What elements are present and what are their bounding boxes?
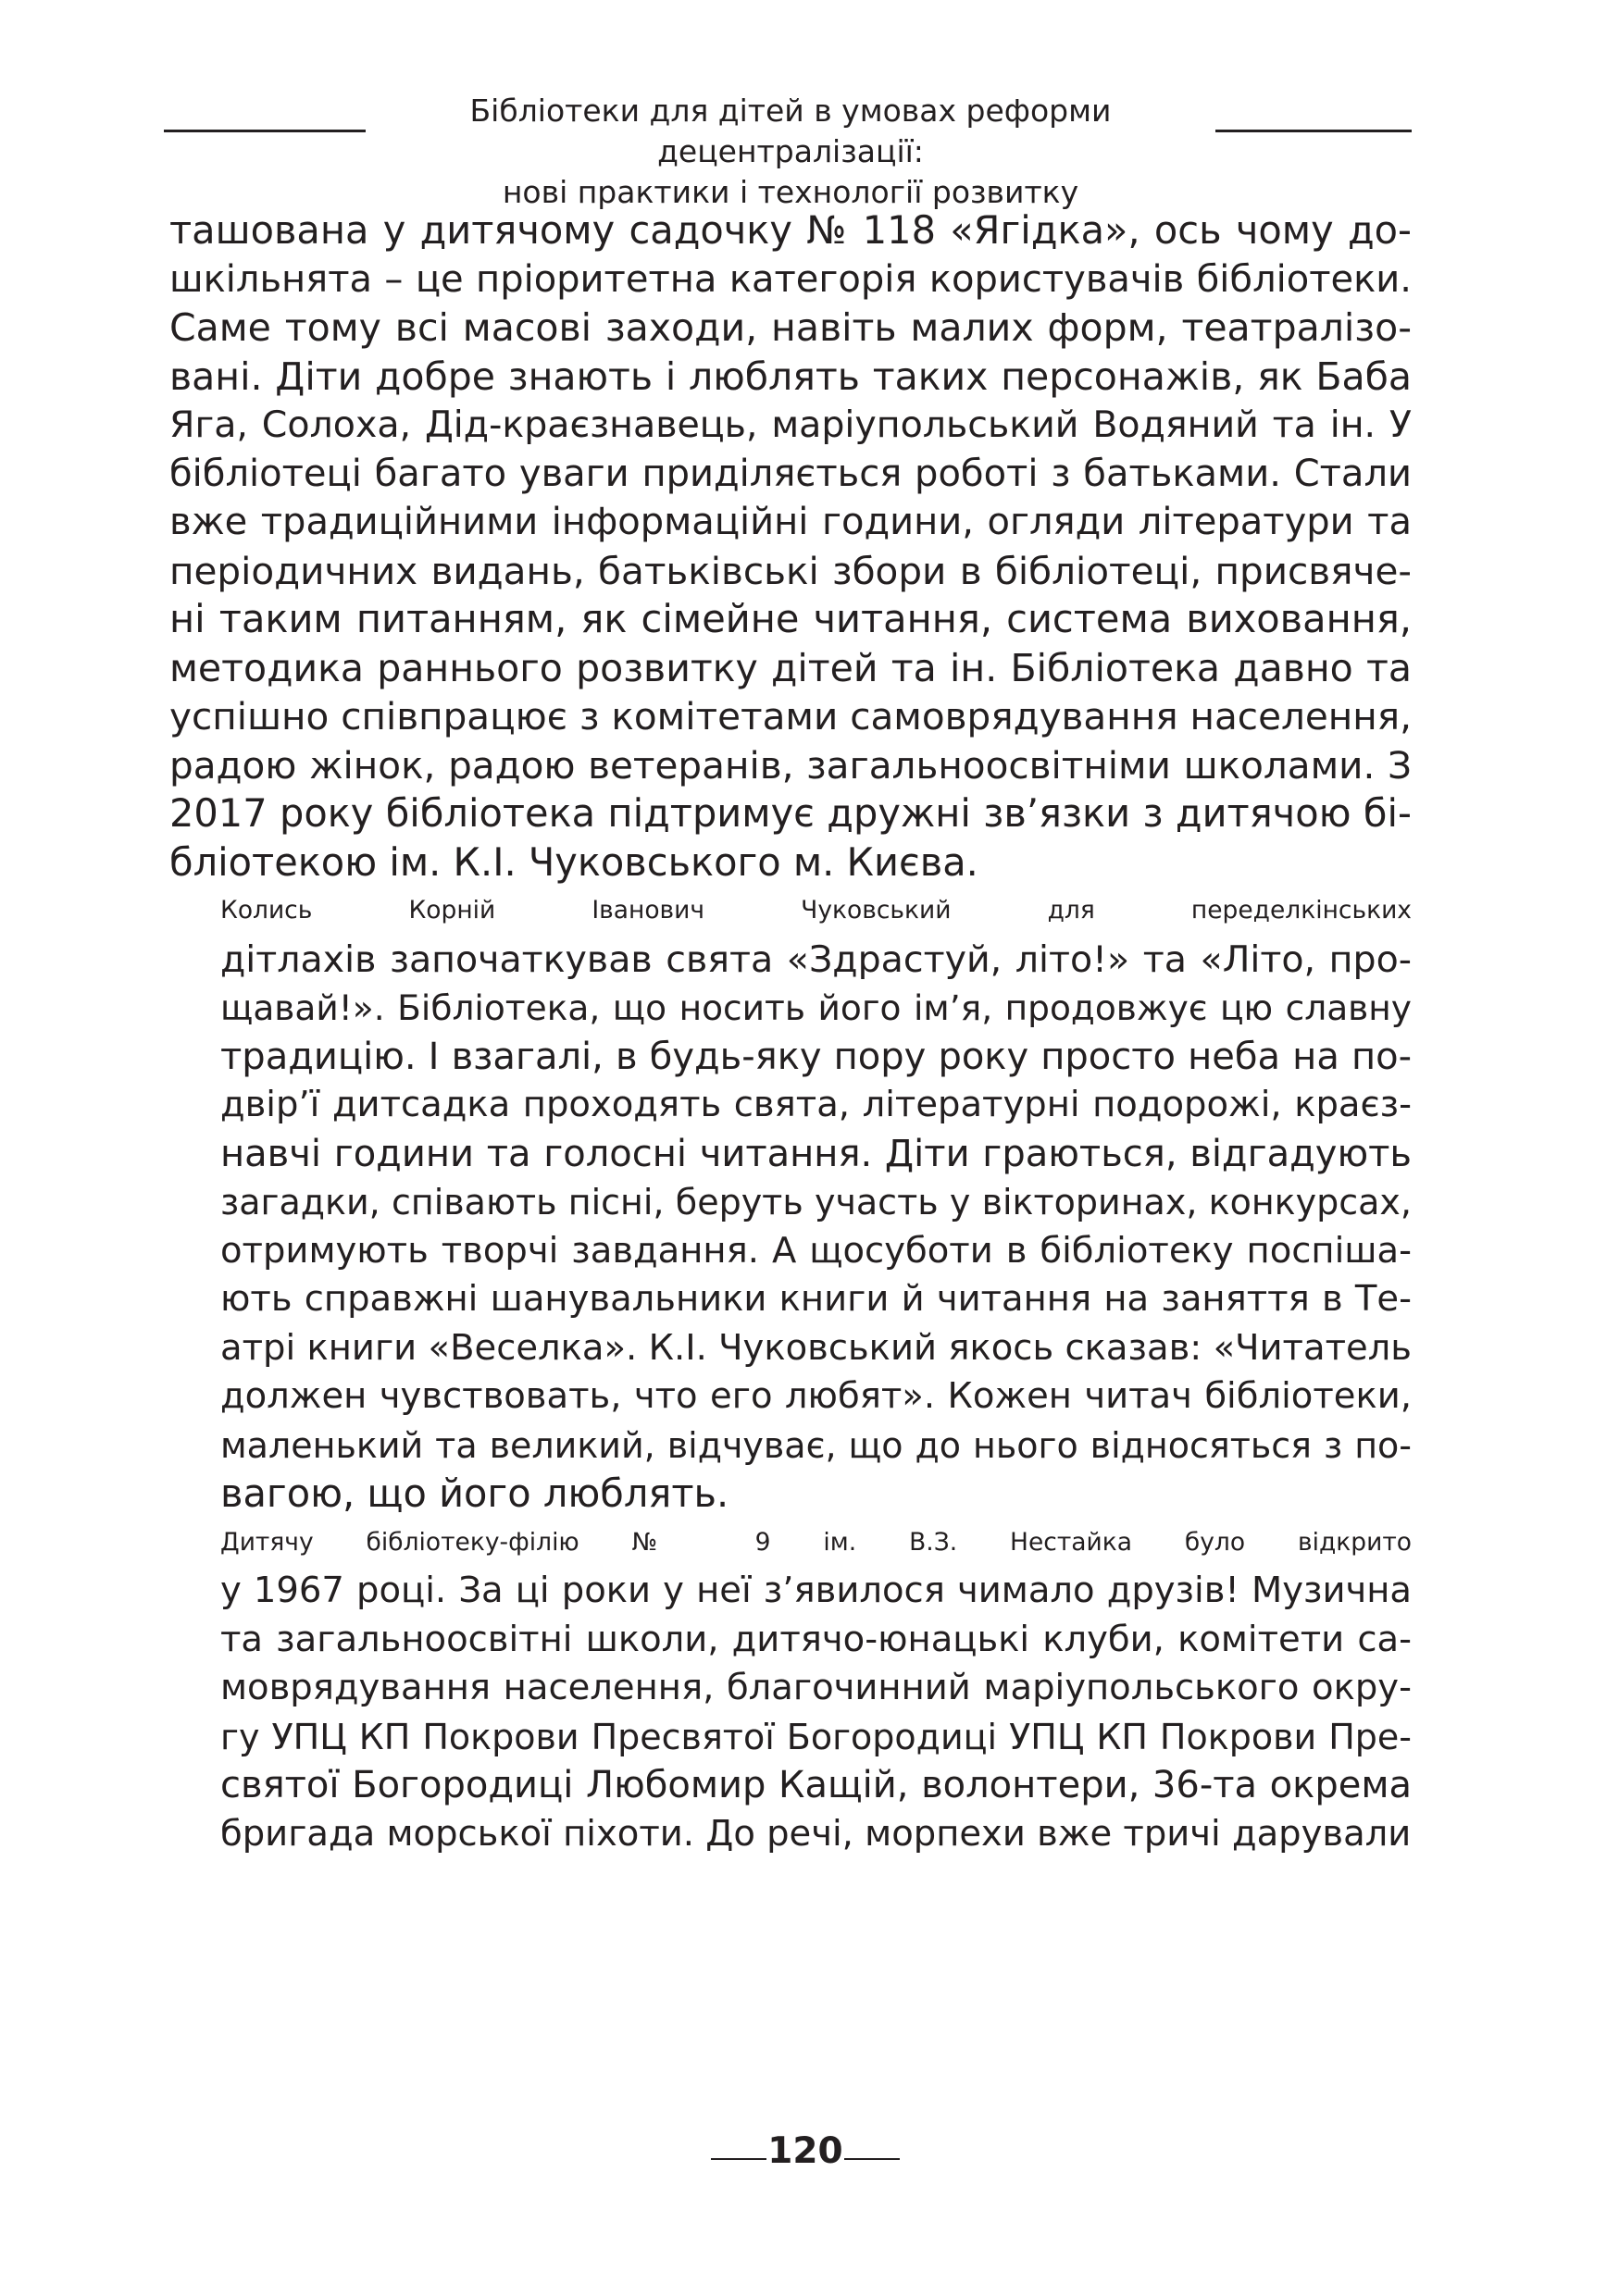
- text-line: ють справжні шанувальники книги й читання на заняття в Те-: [220, 1278, 1412, 1320]
- body-text: [169, 206, 1412, 1858]
- text-line: бібліотеці багато уваги приділяється роботі з батьками. Стали: [169, 452, 1412, 495]
- text-line: радою жінок, радою ветеранів, загальноосвітніми школами. З: [169, 742, 1412, 788]
- text-line: у 1967 році. За ці роки у неї з’явилося чимало друзів! Музична: [220, 1570, 1412, 1611]
- paragraph: [169, 206, 1412, 887]
- text-line: святої Богородиці Любомир Кащій, волонтери, 36-та окрема: [220, 1764, 1412, 1806]
- text-line: успішно співпрацює з комітетами самоврядування населення,: [169, 694, 1412, 738]
- text-line: гу УПЦ КП Покрови Пресвятої Богородиці УПЦ КП Покрови Пре-: [220, 1716, 1412, 1757]
- header-rule-left: [164, 130, 366, 132]
- page-footer: [0, 2130, 1619, 2172]
- text-line: вані. Діти добре знають і люблять таких персонажів, як Баба: [169, 354, 1412, 399]
- text-line: вагою, що його люблять.: [220, 1471, 729, 1516]
- text-line: атрі книги «Веселка». К.І. Чуковський якось сказав: «Читатель: [220, 1326, 1412, 1369]
- text-line: бліотекою ім. К.І. Чуковського м. Києва.: [169, 838, 978, 885]
- header-line-2: нові практики і технології розвитку: [502, 174, 1079, 210]
- text-line: навчі години та голосні читання. Діти граються, відгадують: [220, 1132, 1412, 1175]
- text-line: ні таким питанням, як сімейне читання, система виховання,: [169, 596, 1412, 641]
- page-number: 120: [767, 2130, 843, 2172]
- text-line: 2017 року бібліотека підтримує дружні зв’язки з дитячою бі-: [169, 790, 1412, 836]
- text-line: загадки, співають пісні, беруть участь у вікторинах, конкурсах,: [220, 1182, 1412, 1222]
- text-line: шкільнята – це пріоритетна категорія користувачів бібліотеки.: [169, 257, 1412, 301]
- paragraph: [169, 1519, 1412, 1859]
- header-title: [366, 91, 1215, 213]
- text-line: традицію. І взагалі, в будь-яку пору року просто неба на по-: [220, 1035, 1412, 1078]
- text-line: Колись Корній Іванович Чуковський для переделкінських: [220, 896, 1412, 925]
- running-header: [164, 91, 1412, 210]
- text-line: Яга, Солоха, Дід-краєзнавець, маріупольський Водяний та ін. У: [169, 403, 1412, 446]
- text-line: маленький та великий, відчуває, що до нього відносяться з по-: [220, 1424, 1412, 1466]
- text-line: щавай!». Бібліотека, що носить його ім’я, продовжує цю славну: [220, 987, 1412, 1028]
- folio-rule-left: [711, 2158, 766, 2160]
- text-line: методика раннього розвитку дітей та ін. Бібліотека давно та: [169, 645, 1412, 690]
- folio-rule-right: [844, 2158, 900, 2160]
- text-line: Дитячу бібліотеку-філію № 9 ім. В.З. Нестайка було відкрито: [220, 1527, 1412, 1557]
- paragraph: [169, 887, 1412, 1519]
- text-line: дітлахів започаткував свята «Здрастуй, літо!» та «Літо, про-: [220, 937, 1412, 981]
- text-line: двір’ї дитсадка проходять свята, літературні подорожі, краєз-: [220, 1084, 1412, 1125]
- text-line: вже традиційними інформаційні години, огляди літератури та: [169, 501, 1412, 543]
- text-line: моврядування населення, благочинний маріупольського окру-: [220, 1667, 1412, 1708]
- text-line: та загальноосвітні школи, дитячо-юнацькі клуби, комітети са-: [220, 1618, 1412, 1660]
- header-rule-right: [1215, 130, 1412, 132]
- text-line: должен чувствовать, что его любят». Кожен читач бібліотеки,: [220, 1375, 1412, 1417]
- text-line: Саме тому всі масові заходи, навіть малих форм, театралізо-: [169, 305, 1412, 350]
- text-line: ташована у дитячому садочку № 118 «Ягідка», ось чому до-: [169, 207, 1412, 253]
- header-line-1: Бібліотеки для дітей в умовах реформи децентралізації:: [469, 93, 1112, 169]
- text-line: отримують творчі завдання. А щосуботи в бібліотеку поспіша-: [220, 1229, 1412, 1272]
- text-line: бригада морської піхоти. До речі, морпехи вже тричі дарували: [220, 1812, 1412, 1855]
- text-line: періодичних видань, батьківські збори в бібліотеці, присвяче-: [169, 548, 1412, 593]
